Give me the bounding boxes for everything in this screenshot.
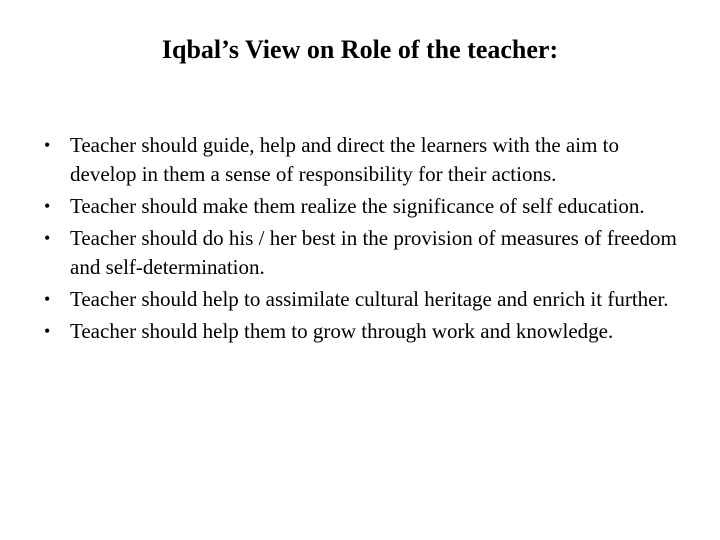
- bullet-list: [44, 131, 684, 349]
- list-item: [44, 131, 684, 189]
- bullet-icon: •: [44, 321, 51, 341]
- bullet-text: Teacher should make them realize the significance of self education.: [70, 194, 645, 218]
- bullet-text: Teacher should guide, help and direct the learners with the aim to develop in them a sense of responsibility for their actions.: [70, 133, 620, 186]
- list-item: [44, 317, 684, 346]
- list-item: [44, 224, 684, 282]
- bullet-icon: •: [44, 289, 51, 309]
- bullet-icon: •: [44, 196, 51, 216]
- list-item: [44, 192, 684, 221]
- slide-title: Iqbal’s View on Role of the teacher:: [161, 35, 559, 64]
- bullet-text: Teacher should help to assimilate cultural heritage and enrich it further.: [70, 287, 669, 311]
- list-item: [44, 285, 684, 314]
- bullet-icon: •: [44, 228, 51, 248]
- bullet-text: Teacher should do his / her best in the provision of measures of freedom and self-determination.: [70, 226, 677, 279]
- bullet-icon: •: [44, 135, 51, 155]
- bullet-text: Teacher should help them to grow through work and knowledge.: [70, 319, 614, 343]
